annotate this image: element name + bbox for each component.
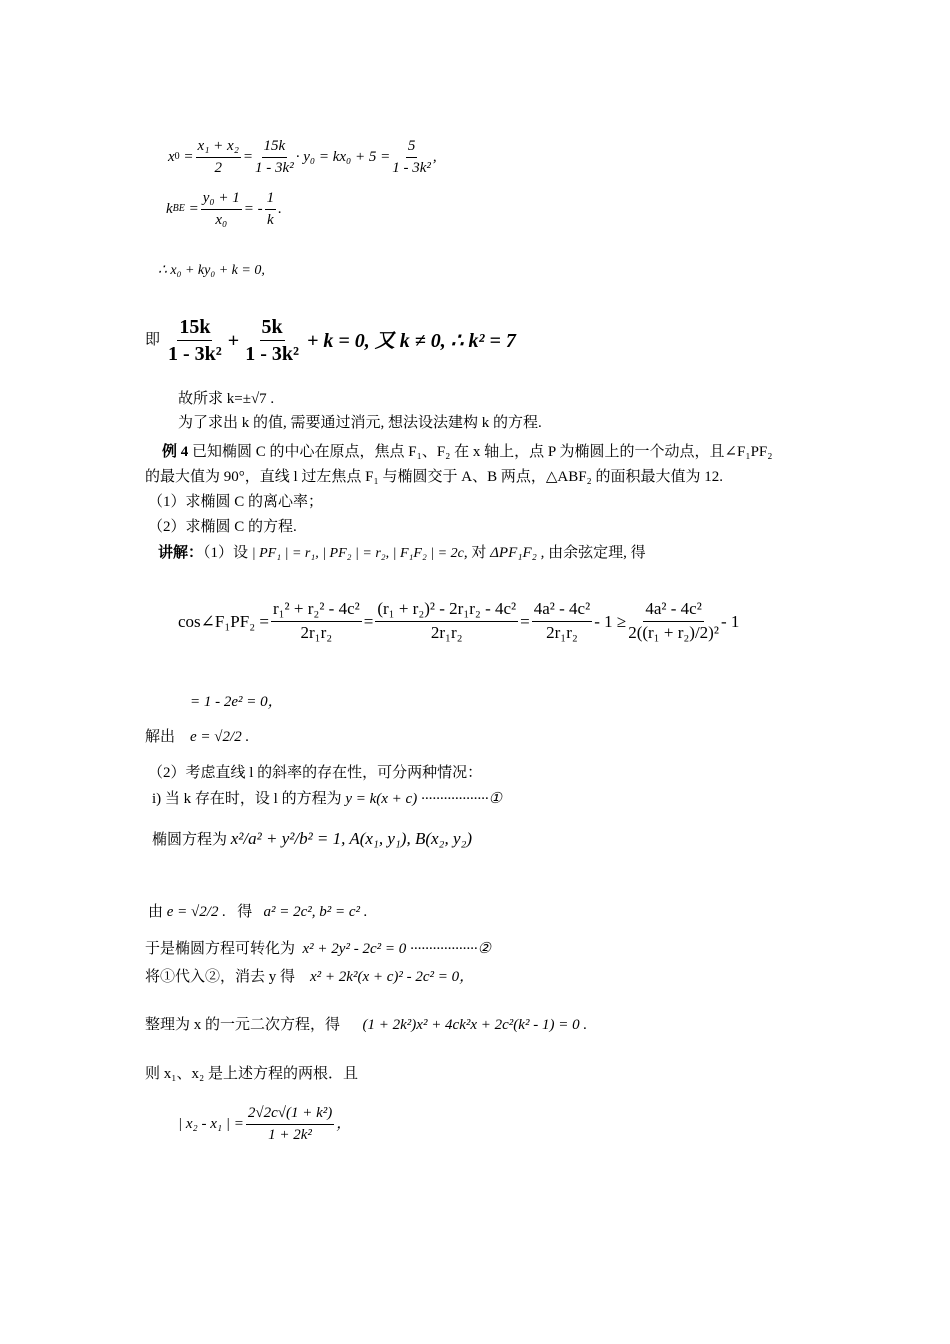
substitute-line: 将①代入②，消去 y 得 x² + 2k²(x + c)² - 2c² = 0， <box>145 969 475 985</box>
equation-k-squared: 即 $\frac{15k}{\text{1 - 3k²}}$ + $\frac{5k}{\text{1 - 3k²}}$ + k = 0, 又 k ≠ 0, ∴ k² = 7 <box>145 316 516 365</box>
part2-line: （2）考虑直线 l 的斜率的存在性，可分两种情况： <box>148 765 483 781</box>
question-1: （1）求椭圆 C 的离心率； <box>148 494 324 510</box>
convert-line: 于是椭圆方程可转化为 x² + 2y² - 2c² = 0 ··················② <box>145 941 491 957</box>
equation-kbe: k BE = $\frac{\text{y₀ + 1}}{\text{x₀}}$ = - $\frac{1}{k}$ . <box>166 190 282 228</box>
equation-cosine: cos∠F₁PF₂ = $\frac{\text{r₁² + r₂² - 4c²}}{\text{2r₁r₂}}$ = $\frac{\text{(r₁ + r₂)² - 2r₁r₂ - 4c²}}{\text{2r₁r₂}}$ = $\frac{\text{4a² - 4c²}}{\text{2r₁r₂}}$ - 1 ≥ $\frac{\text{4a² - 4c²}}{\text{2((r₁ + r₂)/2)²}}$ - 1 <box>178 599 740 642</box>
equation-x0: x 0 = $\frac{\text{x₁ + x₂}}{2}$ = $\frac{15k}{\text{1 - 3k²}}$ · y₀ = kx₀ + 5 = $\frac{5}{\text{1 - 3k²}}$ , <box>168 138 437 176</box>
note-line: 为了求出 k 的值, 需要通过消元, 想法设法建构 k 的方程. <box>178 415 542 431</box>
equation-therefore: ∴ x₀ + ky₀ + k = 0, <box>158 263 265 278</box>
roots-line: 则 x₁、x₂ 是上述方程的两根．且 <box>145 1066 358 1082</box>
equation-e: = 1 - 2e² = 0， <box>190 694 283 710</box>
example-line-1: 例 4 已知椭圆 C 的中心在原点，焦点 F₁、F₂ 在 x 轴上，点 P 为椭圆上的一个动点，且∠F₁PF₂ <box>162 444 773 460</box>
from-e-line: 由 e = √2/2 . 得 a² = 2c², b² = c² . <box>148 904 368 920</box>
ellipse-line: 椭圆方程为 x²/a² + y²/b² = 1, A(x₁, y₁), B(x₂, y₂) <box>152 829 473 848</box>
question-2: （2）求椭圆 C 的方程. <box>148 519 297 535</box>
solve-e-line: 解出 e = √2/2 . <box>145 729 250 745</box>
arrange-line: 整理为 x 的一元二次方程，得 (1 + 2k²)x² + 4ck²x + 2c²(k² - 1) = 0 . <box>145 1017 588 1033</box>
case-i-line: i) 当 k 存在时，设 l 的方程为 y = k(x + c) ··················① <box>152 791 502 807</box>
equation-root-difference: | x₂ - x₁ | = $\frac{\text{2√2c√(1 + k²)}}{\text{1 + 2k²}}$ ， <box>178 1105 352 1143</box>
answer-line: 故所求 k=±√7 . <box>178 391 275 407</box>
example-line-2: 的最大值为 90°，直线 l 过左焦点 F₁ 与椭圆交于 A、B 两点，△ABF₂ 的面积最大值为 12. <box>145 469 724 485</box>
solution-line-1: 讲解：（1）设 | PF₁ | = r₁, | PF₂ | = r₂, | F₁F₂ | = 2c, 对 ΔPF₁F₂ , 由余弦定理, 得 <box>158 545 646 561</box>
